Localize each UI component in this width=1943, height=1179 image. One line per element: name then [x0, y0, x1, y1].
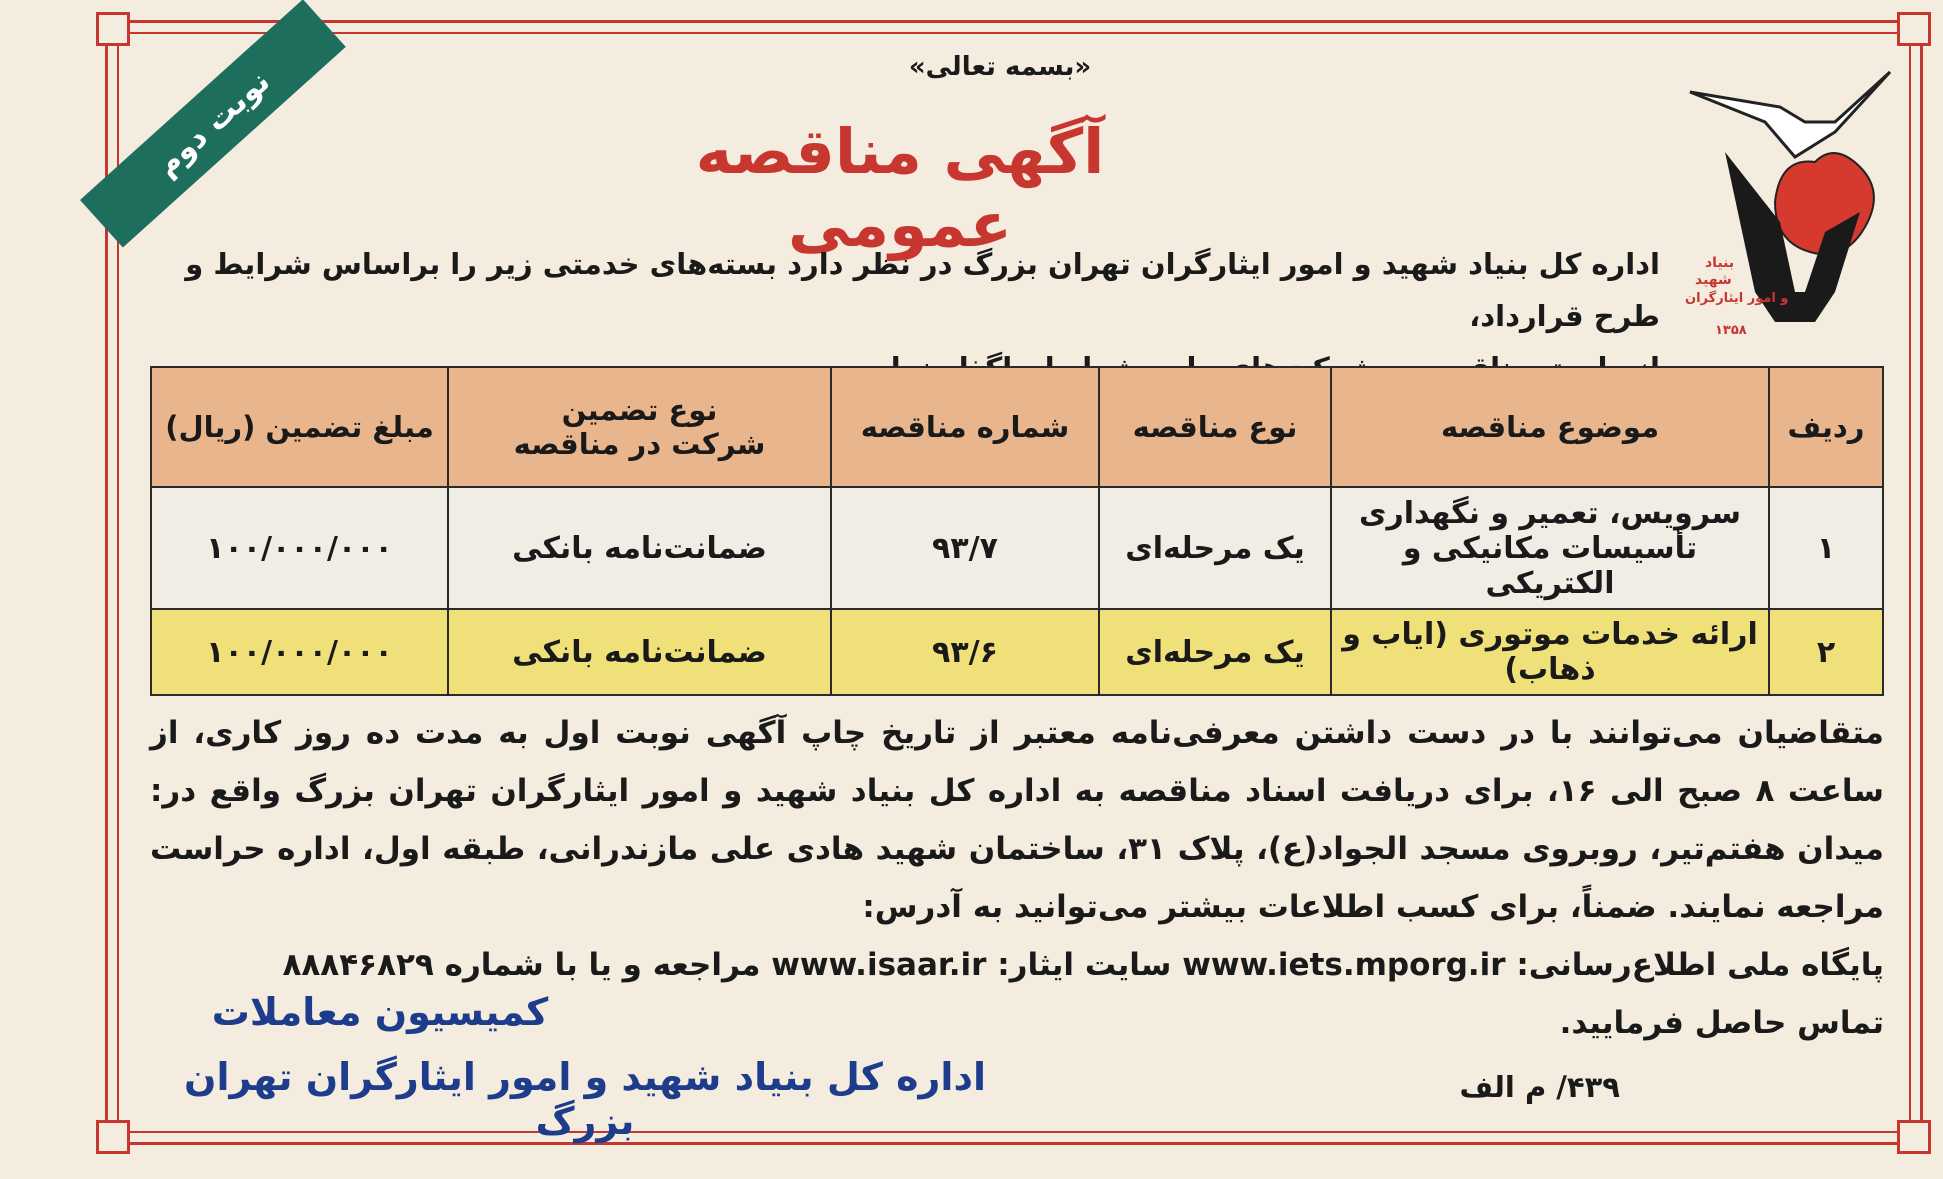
- logo-year: ۱۳۵۸: [1715, 323, 1747, 338]
- phone-number: ۸۸۸۴۶۸۲۹: [282, 947, 434, 983]
- cell-subject-line1: سرویس، تعمیر و نگهداری: [1359, 495, 1741, 531]
- cell-subject: ارائه خدمات موتوری (ایاب و ذهاب): [1331, 609, 1769, 695]
- foundation-logo: [1685, 62, 1895, 342]
- cell-type: یک مرحله‌ای: [1099, 487, 1331, 609]
- col-header-guarantee-type: [448, 367, 831, 487]
- table-row: [151, 609, 1883, 695]
- cell-row-number: ۱: [1769, 487, 1883, 609]
- table-row: [151, 487, 1883, 609]
- page-title: آگهی مناقصه عمومی: [695, 115, 1105, 261]
- portal-label: پایگاه ملی اطلاع‌رسانی:: [1516, 947, 1884, 983]
- dove-icon: [1690, 72, 1890, 157]
- cell-guarantee: ضمانت‌نامه بانکی: [448, 487, 831, 609]
- cell-guarantee: ضمانت‌نامه بانکی: [448, 609, 831, 695]
- tender-table: [150, 366, 1884, 696]
- col-header-type: نوع مناقصه: [1099, 367, 1331, 487]
- bismillah: «بسمه تعالی»: [908, 52, 1092, 82]
- site-label: سایت ایثار:: [997, 947, 1172, 983]
- border-corner-ornament: [1897, 1120, 1931, 1154]
- col-header-subject: موضوع مناقصه: [1331, 367, 1769, 487]
- signature-office: اداره کل بنیاد شهید و امور ایثارگران تهران بزرگ: [184, 1055, 986, 1143]
- col-header-number: شماره مناقصه: [831, 367, 1099, 487]
- publication-round-ribbon: نوبت دوم: [80, 0, 346, 248]
- cell-amount: ۱۰۰/۰۰۰/۰۰۰: [151, 487, 448, 609]
- col-header-amount: مبلغ تضمین (ریال): [151, 367, 448, 487]
- cell-number: ۹۳/۷: [831, 487, 1099, 609]
- intro-line-1: اداره کل بنیاد شهید و امور ایثارگران تهران بزرگ در نظر دارد بسته‌های خدمتی زیر را براساس شرایط و طرح قرارداد،: [185, 247, 1660, 333]
- cell-amount: ۱۰۰/۰۰۰/۰۰۰: [151, 609, 448, 695]
- col-header-guarantee-line2: شرکت در مناقصه: [513, 427, 766, 461]
- cell-type: یک مرحله‌ای: [1099, 609, 1331, 695]
- signature-commission: کمیسیون معاملات: [211, 990, 549, 1034]
- cell-subject: [1331, 487, 1769, 609]
- cell-subject-line2: تأسیسات مکانیکی و الکتریکی: [1402, 530, 1698, 601]
- instructions-text: متقاضیان می‌توانند با در دست داشتن معرفی‌نامه معتبر از تاریخ چاپ آگهی نوبت اول به مدت ده روز کاری، از ساعت ۸ صبح الی ۱۶، برای دریافت اسناد مناقصه به اداره کل بنیاد شهید و امور ایثارگران تهران بزرگ واقع در: میدان هفتم‌تیر، روبروی مسجد الجواد(ع)، پلاک ۳۱، ساختمان شهید هادی علی مازندرانی، طبقه اول، اداره حراست مراجعه نمایند. ضمناً، برای کسب اطلاعات بیشتر می‌توانید به آدرس:: [150, 715, 1884, 925]
- logo-text-1: بنیاد: [1705, 255, 1735, 271]
- border-corner-ornament: [1897, 12, 1931, 46]
- table-header-row: [151, 367, 1883, 487]
- site-url-link[interactable]: www.isaar.ir: [771, 947, 987, 983]
- border-corner-ornament: [96, 12, 130, 46]
- phone-text: مراجعه و یا با شماره: [444, 947, 761, 983]
- portal-url-link[interactable]: www.iets.mporg.ir: [1182, 947, 1506, 983]
- border-corner-ornament: [96, 1120, 130, 1154]
- closing-text: تماس حاصل فرمایید.: [1559, 1005, 1884, 1041]
- ad-code: ۴۳۹/ م الف: [1459, 1070, 1620, 1104]
- col-header-guarantee-line1: نوع تضمین: [561, 393, 718, 427]
- logo-text-2: شهید: [1695, 272, 1732, 288]
- logo-text-3: و امور ایثارگران: [1685, 291, 1789, 306]
- cell-number: ۹۳/۶: [831, 609, 1099, 695]
- cell-row-number: ۲: [1769, 609, 1883, 695]
- col-header-row: ردیف: [1769, 367, 1883, 487]
